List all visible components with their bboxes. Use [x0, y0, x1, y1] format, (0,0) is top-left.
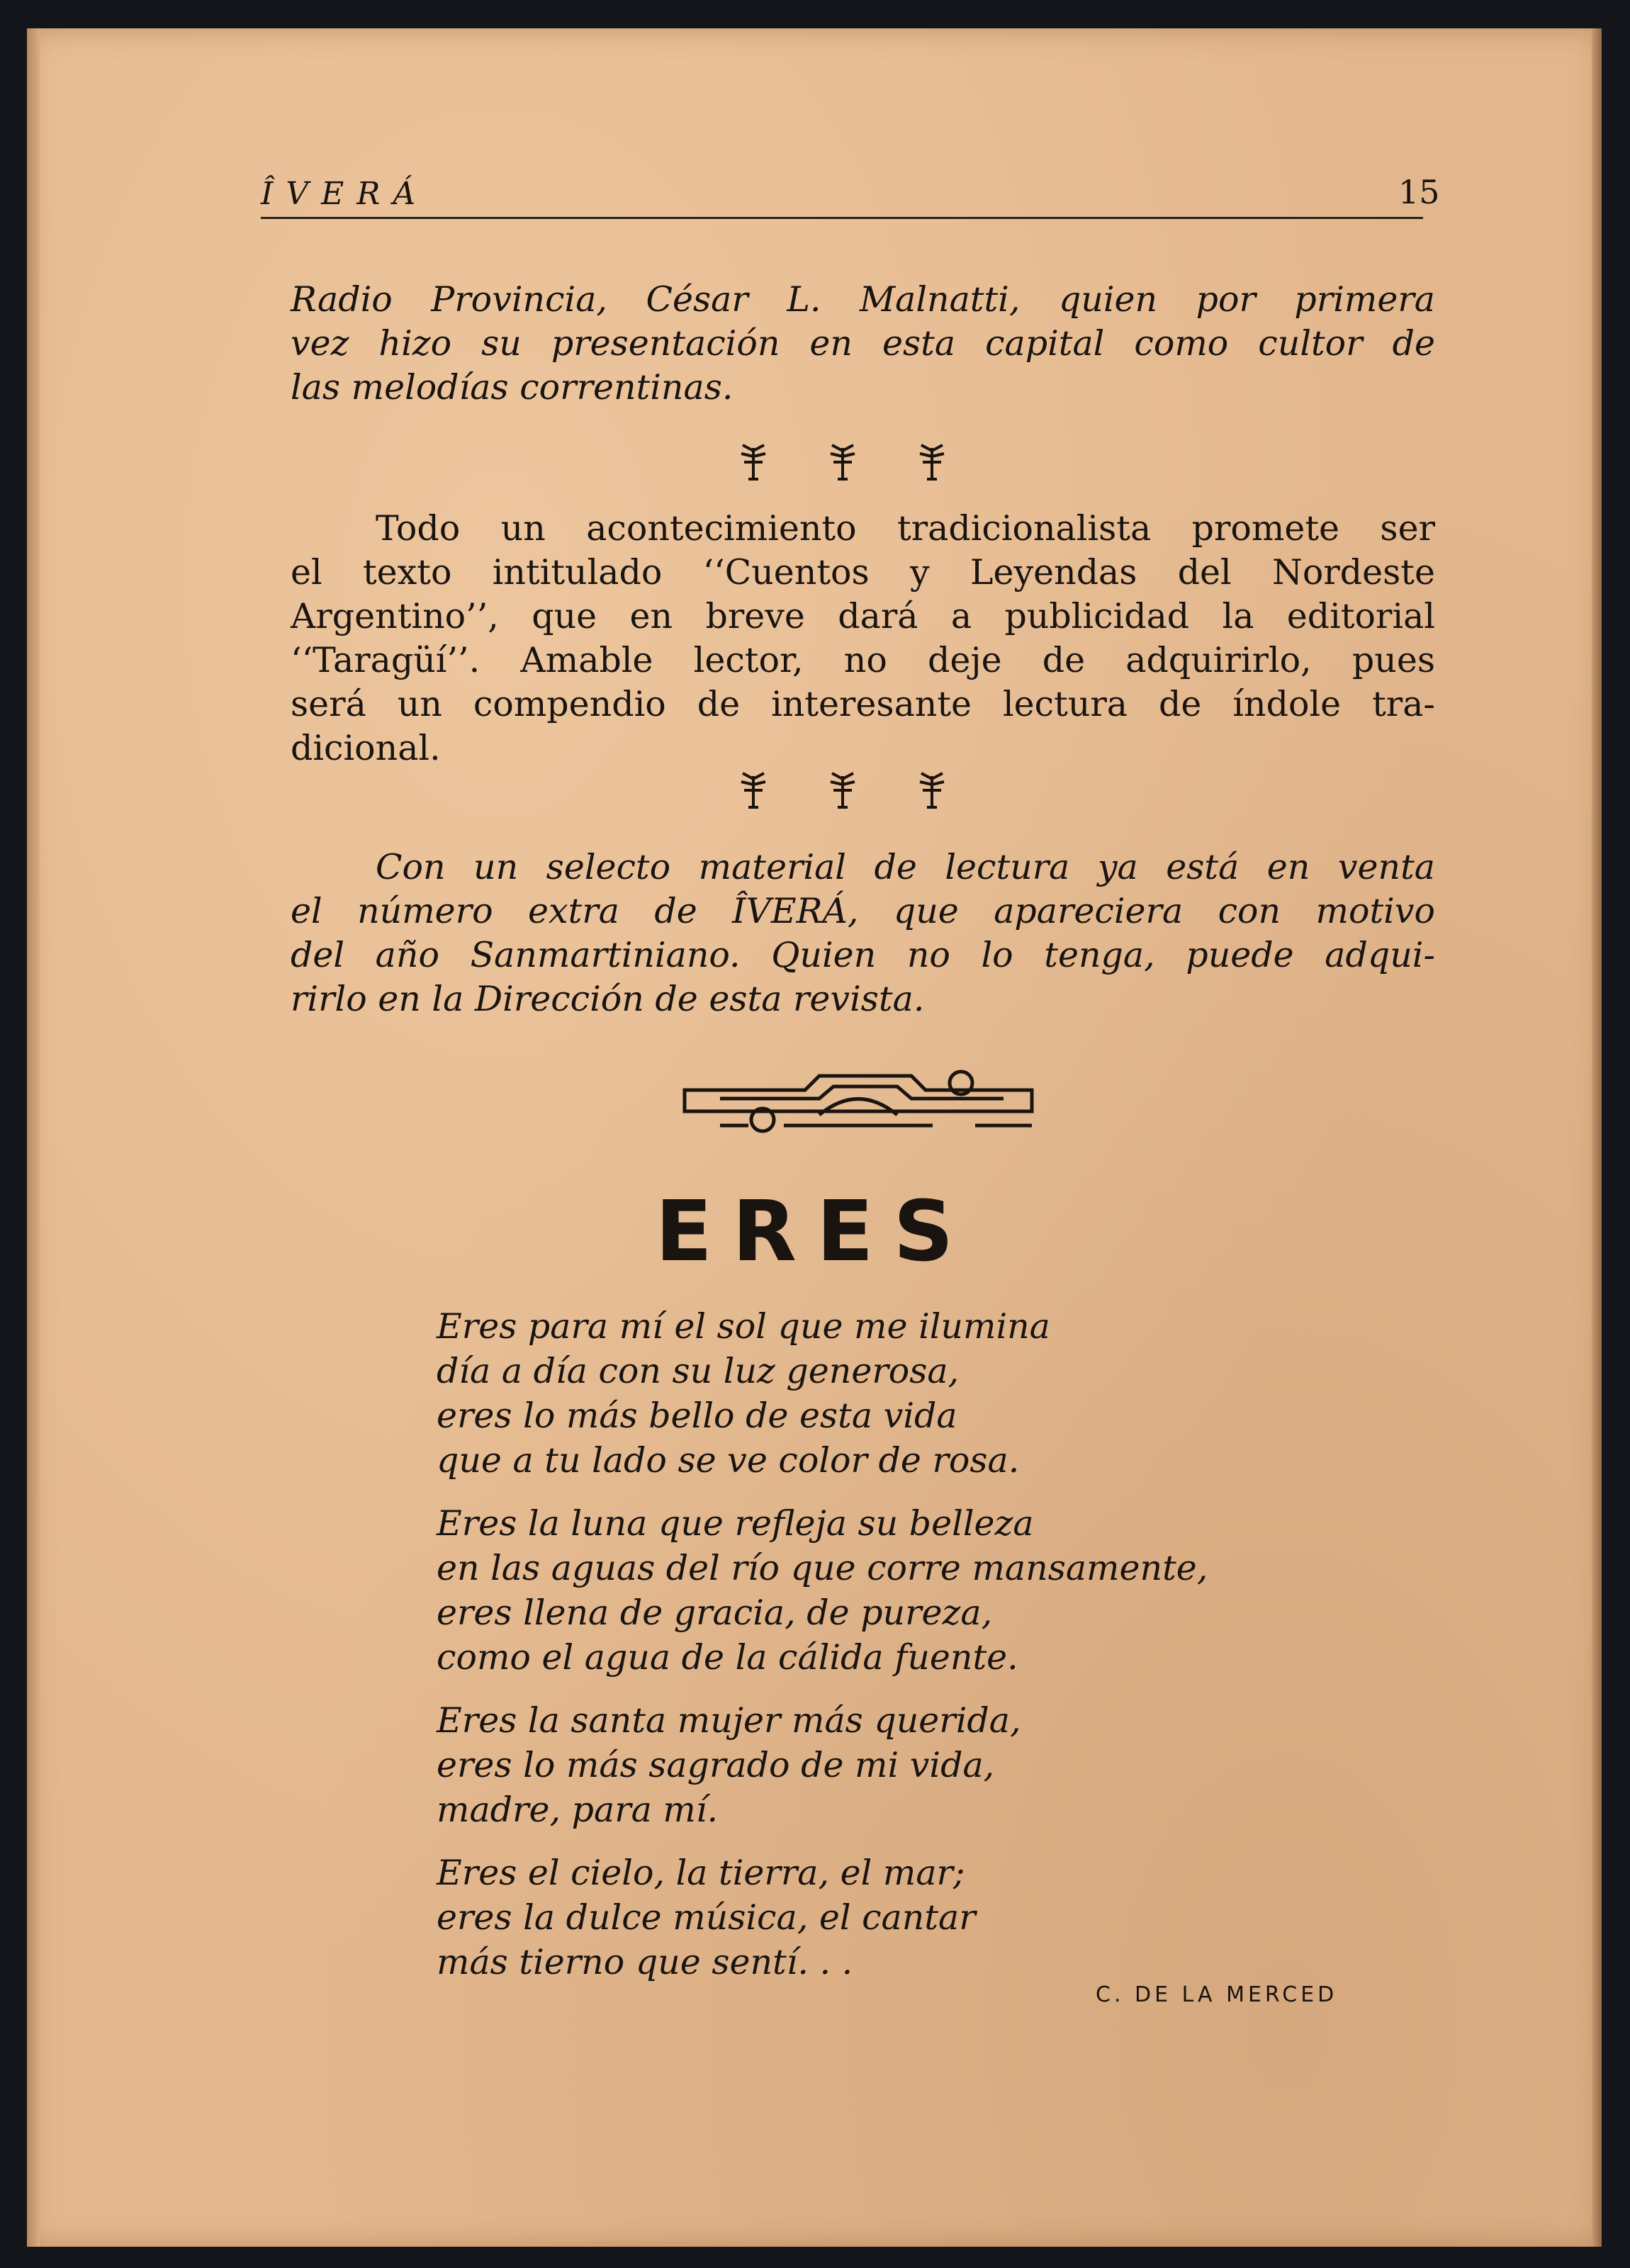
text-line: vez hizo su presentación en esta capital como cultor de [291, 323, 1435, 364]
poem-stanza [437, 1501, 1358, 1680]
header-rule [261, 217, 1423, 219]
tree-ornament-icon [914, 769, 950, 809]
poem-line: eres lo más sagrado de mi vida, [437, 1745, 995, 1785]
page-number: 15 [1398, 173, 1440, 211]
poem-stanza [437, 1851, 1358, 1984]
text-line: Todo un acontecimiento tradicionalista promete ser [376, 508, 1435, 549]
poem-stanza [437, 1304, 1358, 1483]
tree-ornament-icon [736, 441, 771, 481]
text-line: el número extra de ÎVERÁ, que apareciera con motivo [291, 891, 1435, 931]
text-line: ‘‘Taragüí’’. Amable lector, no deje de adquirirlo, pues [291, 640, 1435, 680]
tree-ornament-icon [914, 441, 950, 481]
poem-line: Eres la luna que refleja su belleza [437, 1503, 1034, 1544]
text-line: las melodías correntinas. [291, 367, 734, 408]
poem-line: eres la dulce música, el cantar [437, 1897, 976, 1938]
poem-body [437, 1304, 1358, 2003]
paragraph-numero-extra [291, 846, 1435, 1021]
poem-line: madre, para mí. [437, 1790, 719, 1830]
running-title: ÎVERÁ [261, 176, 429, 212]
text-line: rirlo en la Dirección de esta revista. [291, 979, 925, 1019]
tree-ornament-icon [825, 769, 860, 809]
poem-line: eres lo más bello de esta vida [437, 1396, 957, 1436]
page-spine [27, 28, 40, 2247]
poem-line: más tierno que sentí. . . [437, 1942, 853, 1982]
text-line: Con un selecto material de lectura ya está en venta [376, 847, 1435, 887]
poem-line: que a tu lado se ve color de rosa. [437, 1440, 1020, 1481]
poem-stanza [437, 1698, 1358, 1832]
poem-line: en las aguas del río que corre mansamente, [437, 1548, 1208, 1588]
poem-line: Eres para mí el sol que me ilumina [437, 1306, 1050, 1347]
poem-line: día a día con su luz generosa, [437, 1351, 960, 1391]
poem-author: C. DE LA MERCED [1096, 1982, 1338, 2007]
text-line: Argentino’’, que en breve dará a publicidad la editorial [291, 596, 1435, 636]
text-line: Radio Provincia, César L. Malnatti, quien por primera [291, 279, 1435, 320]
paragraph-radio [291, 278, 1435, 410]
poem-line: como el agua de la cálida fuente. [437, 1637, 1018, 1678]
text-line: será un compendio de interesante lectura de índole tra- [291, 684, 1435, 724]
page-edge [1592, 28, 1602, 2247]
poem-line: Eres la santa mujer más querida, [437, 1700, 1021, 1741]
tree-ornament-row [736, 769, 950, 809]
tree-ornament-icon [736, 769, 771, 809]
tree-ornament-row [736, 441, 950, 481]
text-line: el texto intitulado ‘‘Cuentos y Leyendas del Nordeste [291, 552, 1435, 593]
tree-ornament-icon [825, 441, 860, 481]
poem-title: ERES [655, 1182, 974, 1280]
paragraph-cuentos [291, 507, 1435, 770]
text-line: dicional. [291, 728, 441, 768]
poem-line: Eres el cielo, la tierra, el mar; [437, 1853, 965, 1893]
book-page [27, 28, 1602, 2247]
text-line: del año Sanmartiniano. Quien no lo tenga, puede adqui- [291, 935, 1435, 975]
poem-line: eres llena de gracia, de pureza, [437, 1593, 993, 1633]
decorative-vignette-icon [678, 1062, 1040, 1140]
